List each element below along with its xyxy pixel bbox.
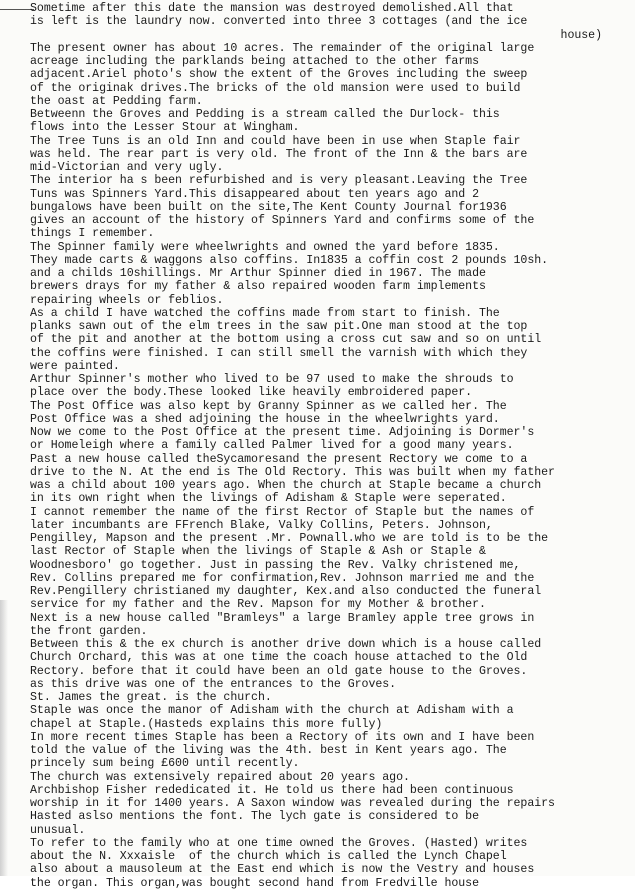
page-edge-shadow <box>0 600 8 876</box>
text-line: I cannot remember the name of the first Rector of Staple but the names of <box>30 505 535 519</box>
text-line: of the originak drives.The bricks of the old mansion were used to build <box>30 81 521 95</box>
text-line: repairing wheels or feblios. <box>30 293 224 307</box>
text-line: Now we come to the Post Office at the present time. Adjoining is Dormer's <box>30 426 535 439</box>
text-line: flows into the Lesser Stour at Wingham. <box>30 121 300 135</box>
text-line: The Tree Tuns is an old Inn and could have been in use when Staple fair <box>30 134 521 148</box>
text-line: The interior ha s been refurbished and is very pleasant.Leaving the Tree <box>30 174 528 188</box>
text-line: princely sum being £600 until recently. <box>30 757 300 771</box>
text-line: is left is the laundry now. converted into three 3 cottages (and the ice <box>30 15 528 29</box>
text-line: Staple was once the manor of Adisham with the church at Adisham with a <box>30 704 514 718</box>
text-line: Rev. Collins prepared me for confirmation,Rev. Johnson married me and the <box>30 571 535 585</box>
text-line: brewers drays for my father & also repaired wooden farm implements <box>30 280 486 294</box>
text-line: The church was extensively repaired about 20 years ago. <box>30 770 410 784</box>
text-line: told the value of the living was the 4th. best in Kent years ago. The <box>30 744 507 757</box>
text-line: drive to the N. At the end is The Old Rectory. This was built when my father <box>30 465 555 479</box>
text-line: Hasted aslso mentions the font. The lych gate is considered to be <box>30 810 479 824</box>
text-line: service for my father and the Rev. Mapson for my Mother & brother. <box>30 598 486 612</box>
text-line: was held. The rear part is very old. The front of the Inn & the bars are <box>30 147 528 161</box>
text-line: Past a new house called theSycamoresand the present Rectory we come to a <box>30 452 528 466</box>
text-line: Pengilley, Mapson and the present .Mr. Pownall.who we are told is to be the <box>30 532 549 545</box>
text-line: as this drive was one of the entrances to the Groves. <box>30 677 397 691</box>
text-line: the coffins were finished. I can still smell the varnish with which they <box>30 346 528 360</box>
text-line: As a child I have watched the coffins made from start to finish. The <box>30 306 500 320</box>
text-line: Woodnesboro' go together. Just in passing the Rev. Valky christened me, <box>30 558 521 572</box>
text-line: Rev.Pengillery christianed my daughter, Kex.and also conducted the funeral <box>30 585 542 598</box>
text-line: Church Orchard, this was at one time the coach house attached to the Old <box>30 651 528 665</box>
text-line: The present owner has about 10 acres. The remainder of the original large <box>30 41 535 55</box>
text-line: and a childs 10shillings. Mr Arthur Spinner died in 1967. The made <box>30 267 486 280</box>
text-line: St. James the great. is the church. <box>30 691 272 704</box>
text-line: place over the body.These looked like heavily embroidered paper. <box>30 386 473 400</box>
text-line: house) <box>560 28 602 42</box>
text-line: Betweenn the Groves and Pedding is a stream called the Durlock- this <box>30 108 500 121</box>
text-line: To refer to the family who at one time owned the Groves. (Hasted) writes <box>30 836 528 850</box>
text-line: planks sawn out of the elm trees in the saw pit.One man stood at the top <box>30 320 528 333</box>
text-line: The Spinner family were wheelwrights and owned the yard before 1835. <box>30 240 500 254</box>
text-line: last Rector of Staple when the livings of Staple & Ash or Staple & <box>30 545 486 559</box>
text-line: the oast at Pedding farm. <box>30 94 203 108</box>
text-line: Archbishop Fisher rededicated it. He told us there had been continuous <box>30 783 514 797</box>
text-line: Post Office was a shed adjoining the house in the wheelwrights yard. <box>30 412 500 426</box>
text-line: adjacent.Ariel photo's show the extent of the Groves including the sweep <box>30 68 528 82</box>
text-line: They made carts & waggons also coffins. In1835 a coffin cost 2 pounds 10sh. <box>30 253 549 267</box>
text-line: In more recent times Staple has been a Rectory of its own and I have been <box>30 730 535 744</box>
text-line: the front garden. <box>30 624 148 638</box>
text-line: was a child about 100 years ago. When the church at Staple became a church <box>30 479 542 492</box>
text-line: worship in it for 1400 years. A Saxon window was revealed during the repairs <box>30 797 555 810</box>
text-line: mid-Victorian and very ugly. <box>30 161 224 174</box>
text-line: unusual. <box>30 823 86 837</box>
text-line: Next is a new house called "Bramleys" a large Bramley apple tree grows in <box>30 611 535 625</box>
text-line: Sometime after this date the mansion was destroyed demolished.All that <box>30 2 514 15</box>
text-line: chapel at Staple.(Hasteds explains this more fully) <box>30 717 383 731</box>
text-line: The Post Office was also kept by Granny Spinner as we called her. The <box>30 399 507 413</box>
text-line: acreage including the parklands being attached to the other farms <box>30 55 479 68</box>
text-line: also about a mausoleum at the East end which is now the Vestry and houses <box>30 863 535 877</box>
text-line: of the pit and another at the bottom using a cross cut saw and so on until <box>30 333 542 347</box>
text-line: or Homeleigh where a family called Palmer lived for a good many years. <box>30 439 514 453</box>
text-line: gives an account of the history of Spinners Yard and confirms some of the <box>30 214 535 227</box>
typewritten-text-block <box>30 2 630 890</box>
text-line: about the N. Xxxaisle of the church which is called the Lynch Chapel <box>30 850 507 863</box>
text-line: were painted. <box>30 359 120 373</box>
text-line: Arthur Spinner's mother who lived to be 97 used to make the shrouds to <box>30 373 514 386</box>
margin-rule <box>0 9 34 10</box>
text-line: Tuns was Spinners Yard.This disappeared about ten years ago and 2 <box>30 187 479 201</box>
text-line: bungalows have been built on the site,The Kent County Journal for1936 <box>30 200 507 214</box>
text-line: the organ. This organ,was bought second hand from Fredville house <box>30 876 479 890</box>
text-line: things I remember. <box>30 227 155 241</box>
text-line: Between this & the ex church is another drive down which is a house called <box>30 638 542 651</box>
text-line: in its own right when the livings of Adisham & Staple were seperated. <box>30 492 507 506</box>
text-line: later incumbants are FFrench Blake, Valky Collins, Peters. Johnson, <box>30 518 493 532</box>
text-line: Rectory. before that it could have been an old gate house to the Groves. <box>30 664 528 678</box>
